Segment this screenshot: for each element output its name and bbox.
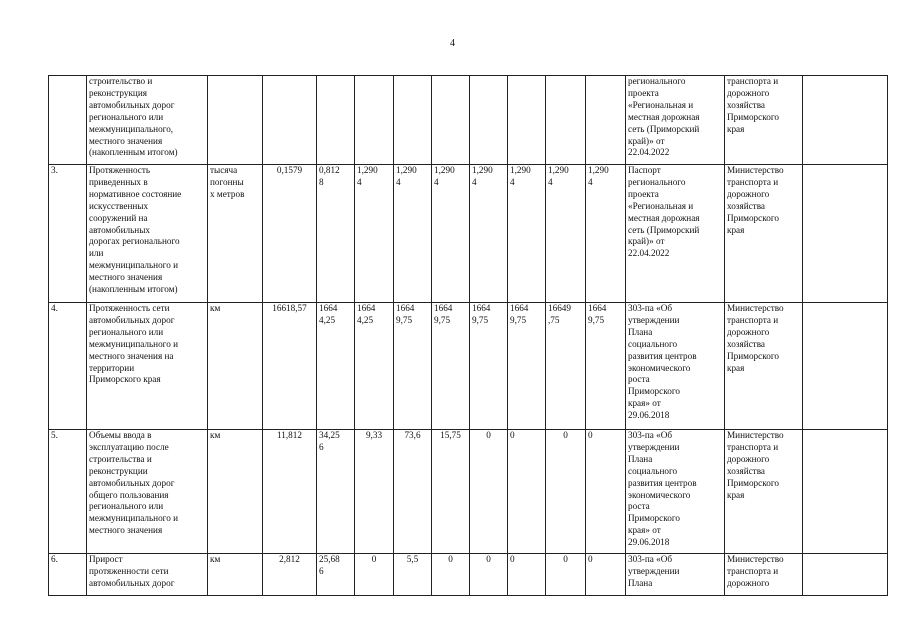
value-cell: 1664 9,75 [394, 303, 432, 430]
source-document: 303-па «Об утверждении Плана социального развития центров экономического роста Приморского края» от 29.06.2018 [626, 303, 725, 430]
value-cell: 1,290 4 [546, 165, 586, 303]
row-number [49, 76, 87, 165]
value-cell: 15,75 [432, 430, 470, 554]
extra-cell [803, 165, 888, 303]
indicators-table [48, 75, 888, 596]
responsible-body: Министерство транспорта и дорожного [725, 554, 803, 596]
value-cell: 0 [586, 554, 626, 596]
row-number: 6. [49, 554, 87, 596]
table-row [49, 430, 888, 554]
value-cell: 0 [508, 430, 546, 554]
value-cell: 0,1579 [263, 165, 317, 303]
indicator-name: Протяженность сети автомобильных дорог регионального или межмуниципального и местного значения на территории Приморского края [87, 303, 208, 430]
value-cell: 1,290 4 [432, 165, 470, 303]
responsible-body: Министерство транспорта и дорожного хозяйства Приморского края [725, 165, 803, 303]
value-cell: 11,812 [263, 430, 317, 554]
value-cell: 1,290 4 [355, 165, 394, 303]
value-cell [355, 76, 394, 165]
value-cell [432, 76, 470, 165]
indicator-name: Протяженность приведенных в нормативное состояние искусственных сооружений на автомобильных дорогах регионального или межмуниципального и местного значения (накопленным итогом) [87, 165, 208, 303]
value-cell: 73,6 [394, 430, 432, 554]
table-row [49, 554, 888, 596]
value-cell: 1664 4,25 [355, 303, 394, 430]
responsible-body: Министерство транспорта и дорожного хозяйства Приморского края [725, 303, 803, 430]
extra-cell [803, 554, 888, 596]
value-cell: 0 [546, 554, 586, 596]
responsible-body: транспорта и дорожного хозяйства Приморского края [725, 76, 803, 165]
extra-cell [803, 303, 888, 430]
value-cell [470, 76, 508, 165]
indicator-name: Прирост протяженности сети автомобильных дорог [87, 554, 208, 596]
value-cell: 0 [470, 430, 508, 554]
value-cell: 1664 9,75 [508, 303, 546, 430]
value-cell: 1,290 4 [470, 165, 508, 303]
value-cell: 0 [355, 554, 394, 596]
value-cell: 0 [432, 554, 470, 596]
value-cell: 1664 4,25 [317, 303, 355, 430]
indicator-name: Объемы ввода в эксплуатацию после строительства и реконструкции автомобильных дорог общего пользования регионального или межмуниципального и местного значения [87, 430, 208, 554]
extra-cell [803, 76, 888, 165]
value-cell [263, 76, 317, 165]
value-cell: 0 [546, 430, 586, 554]
value-cell: 1,290 4 [394, 165, 432, 303]
value-cell: 0 [586, 430, 626, 554]
value-cell: 9,33 [355, 430, 394, 554]
responsible-body: Министерство транспорта и дорожного хозяйства Приморского края [725, 430, 803, 554]
value-cell [546, 76, 586, 165]
table-row [49, 165, 888, 303]
value-cell: 1,290 4 [586, 165, 626, 303]
source-document: 303-па «Об утверждении Плана социального развития центров экономического роста Приморского края» от 29.06.2018 [626, 430, 725, 554]
table-row [49, 76, 888, 165]
value-cell: 0 [470, 554, 508, 596]
indicator-name: строительство и реконструкция автомобильных дорог регионального или межмуниципального, местного значения (накопленным итогом) [87, 76, 208, 165]
value-cell: 25,68 6 [317, 554, 355, 596]
unit-cell: км [208, 303, 263, 430]
value-cell [508, 76, 546, 165]
unit-cell: км [208, 430, 263, 554]
value-cell [317, 76, 355, 165]
value-cell: 16649 ,75 [546, 303, 586, 430]
table-row [49, 303, 888, 430]
value-cell [394, 76, 432, 165]
value-cell: 0 [508, 554, 546, 596]
page-number: 4 [450, 38, 455, 49]
unit-cell: км [208, 554, 263, 596]
value-cell: 1664 9,75 [586, 303, 626, 430]
row-number: 3. [49, 165, 87, 303]
value-cell [586, 76, 626, 165]
unit-cell [208, 76, 263, 165]
row-number: 5. [49, 430, 87, 554]
source-document: Паспорт регионального проекта «Региональная и местная дорожная сеть (Приморский край)» от 22.04.2022 [626, 165, 725, 303]
value-cell: 1664 9,75 [432, 303, 470, 430]
value-cell: 5,5 [394, 554, 432, 596]
source-document: регионального проекта «Региональная и местная дорожная сеть (Приморский край)» от 22.04.2022 [626, 76, 725, 165]
extra-cell [803, 430, 888, 554]
value-cell: 2,812 [263, 554, 317, 596]
row-number: 4. [49, 303, 87, 430]
value-cell: 1664 9,75 [470, 303, 508, 430]
value-cell: 0,812 8 [317, 165, 355, 303]
value-cell: 1,290 4 [508, 165, 546, 303]
value-cell: 16618,57 [263, 303, 317, 430]
source-document: 303-па «Об утверждении Плана [626, 554, 725, 596]
unit-cell: тысяча погонны х метров [208, 165, 263, 303]
value-cell: 34,25 6 [317, 430, 355, 554]
